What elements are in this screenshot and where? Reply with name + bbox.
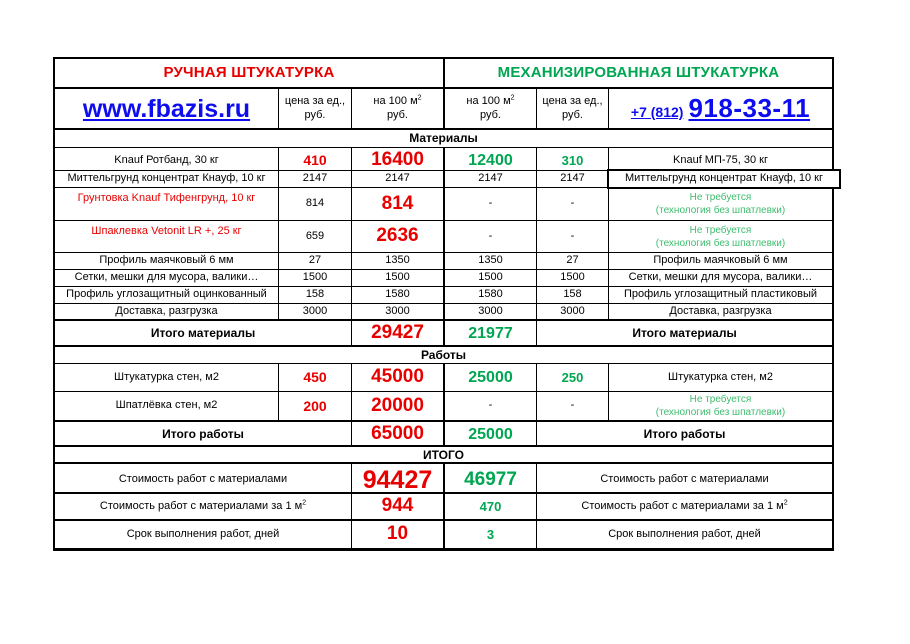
unit-price-left: 1500: [279, 270, 352, 286]
row-cost-per-m2: [55, 494, 832, 521]
per100-right: -: [445, 392, 537, 420]
per100-right: 3000: [445, 304, 537, 319]
total-works-value-left: 65000: [352, 422, 445, 447]
unit-price-right: 310: [537, 148, 609, 173]
unit-price-right: 27: [537, 253, 609, 269]
label-left: Шпатлёвка стен, м2: [55, 392, 279, 420]
per100-left: 20000: [352, 392, 445, 420]
grand-value-left: 944: [352, 494, 445, 519]
per100-right: 1500: [445, 270, 537, 286]
row-shtukaturka-sten: [55, 364, 832, 392]
grand-label-right: Стоимость работ с материалами: [600, 473, 769, 486]
per100-right: 25000: [445, 364, 537, 391]
unit-price-right: 2147: [537, 171, 609, 187]
unit-price-right: 3000: [537, 304, 609, 319]
manual-plaster-title: РУЧНАЯ ШТУКАТУРКА: [55, 59, 445, 87]
unit-price-right: 250: [537, 364, 609, 391]
unit-price-right: 1500: [537, 270, 609, 286]
unit-price-right: -: [537, 221, 609, 252]
per100-left: 814: [352, 188, 445, 220]
per100-left: 45000: [352, 364, 445, 391]
row-mittelgrund: [55, 171, 832, 188]
per100-right: 1580: [445, 287, 537, 303]
grand-label-left: Стоимость работ с материалами за 1 $м^2$: [55, 494, 352, 519]
per100-left: 1500: [352, 270, 445, 286]
unit-price-left: 3000: [279, 304, 352, 319]
label-left: Штукатурка стен, м2: [55, 364, 279, 391]
total-materials-label-left: Итого материалы: [55, 321, 352, 346]
phone-link[interactable]: [609, 89, 832, 128]
total-works-value-right: 25000: [445, 422, 537, 447]
total-materials-value-left: 29427: [352, 321, 445, 346]
section-header-works: Работы: [55, 347, 832, 364]
grand-label-right: Срок выполнения работ, дней: [608, 527, 761, 540]
unit-price-left: 27: [279, 253, 352, 269]
unit-price-right: -: [537, 392, 609, 420]
unit-price-left: 158: [279, 287, 352, 303]
row-profil-uglozashchitny: [55, 287, 832, 304]
unit-price-right: 158: [537, 287, 609, 303]
label-right: Не требуется (технология без шпатлевки): [655, 394, 786, 418]
label-left: Knauf Ротбанд, 30 кг: [55, 148, 279, 173]
grand-value-left: 94427: [352, 464, 445, 496]
row-total-works: [55, 422, 832, 447]
per100-left: 2147: [352, 171, 445, 187]
highlight-box: Миттельгрунд концентрат Кнауф, 10 кг: [607, 169, 841, 189]
label-left: Доставка, разгрузка: [55, 304, 279, 319]
row-gruntovka-tiefengrund: [55, 188, 832, 221]
col-header-per100-right: на 100 $м^2$ руб.: [445, 89, 537, 128]
phone-prefix: +7 (812): [630, 103, 684, 120]
label-left: Сетки, мешки для мусора, валики…: [55, 270, 279, 286]
website-link[interactable]: [55, 89, 279, 128]
per100-left: 1580: [352, 287, 445, 303]
row-dostavka: [55, 304, 832, 321]
grand-label-left: Стоимость работ с материалами: [55, 464, 352, 496]
row-total-materials: [55, 321, 832, 347]
label-left: Профиль углозащитный оцинкованный: [55, 287, 279, 303]
per100-right: -: [445, 221, 537, 252]
unit-price-left: 410: [279, 148, 352, 173]
per100-left: 1350: [352, 253, 445, 269]
grand-label-left: Срок выполнения работ, дней: [55, 521, 352, 548]
per100-right: 2147: [445, 171, 537, 187]
label-right: Профиль маячковый 6 мм: [653, 254, 788, 267]
header-titles-row: [55, 59, 832, 89]
row-knauf-rotband: [55, 148, 832, 171]
per100-right: 1350: [445, 253, 537, 269]
phone-number: 918-33-11: [688, 92, 811, 123]
label-right: Профиль углозащитный пластиковый: [623, 288, 818, 301]
row-shpaklevka-vetonit: [55, 221, 832, 253]
phone-link-text[interactable]: [631, 93, 810, 124]
website-link-text[interactable]: www.fbazis.ru: [82, 94, 251, 123]
grand-value-left: 10: [352, 521, 445, 548]
grand-label-right: Стоимость работ с материалами за 1 $м^2$: [581, 499, 788, 512]
unit-price-left: 450: [279, 364, 352, 391]
col-header-per100-left: на 100 $м^2$ руб.: [352, 89, 445, 128]
per100-left: 16400: [352, 148, 445, 173]
label-right: Штукатурка стен, м2: [668, 370, 773, 383]
row-setki-meshki: [55, 270, 832, 287]
grand-value-right: 470: [445, 494, 537, 519]
label-right: Доставка, разгрузка: [669, 305, 772, 317]
unit-price-left: 2147: [279, 171, 352, 187]
per100-left: 3000: [352, 304, 445, 319]
label-left: Профиль маячковый 6 мм: [55, 253, 279, 269]
machine-plaster-title: МЕХАНИЗИРОВАННАЯ ШТУКАТУРКА: [497, 64, 780, 81]
per100-right: 12400: [445, 148, 537, 173]
label-left: Шпаклевка Vetonit LR +, 25 кг: [55, 221, 279, 252]
unit-price-left: 814: [279, 188, 352, 220]
per100-left: 2636: [352, 221, 445, 252]
label-right: [609, 171, 832, 187]
col-header-price-unit-right: цена за ед., руб.: [537, 89, 609, 128]
total-works-label-right: Итого работы: [643, 427, 726, 442]
total-materials-value-right: 21977: [445, 321, 537, 346]
total-materials-label-right: Итого материалы: [632, 326, 737, 341]
unit-price-left: 659: [279, 221, 352, 252]
unit-price-right: -: [537, 188, 609, 220]
unit-price-left: 200: [279, 392, 352, 420]
section-header-total: ИТОГО: [55, 447, 832, 464]
row-cost-with-materials: [55, 464, 832, 494]
label-right: Не требуется (технология без шпатлевки): [655, 224, 786, 249]
header-columns-row: [55, 89, 832, 130]
section-header-materials: Материалы: [55, 130, 832, 148]
row-profil-mayachkovy: [55, 253, 832, 270]
price-comparison-table: [53, 57, 834, 551]
label-right: Не требуется (технология без шпатлевки): [655, 192, 786, 216]
label-right: Сетки, мешки для мусора, валики…: [628, 271, 813, 284]
label-right: Knauf МП-75, 30 кг: [673, 153, 768, 166]
row-shpatlevka-sten: [55, 392, 832, 422]
row-duration: [55, 521, 832, 548]
label-left: Миттельгрунд концентрат Кнауф, 10 кг: [55, 171, 279, 187]
grand-value-right: 46977: [445, 464, 537, 496]
per100-right: -: [445, 188, 537, 220]
col-header-price-unit-left: цена за ед., руб.: [279, 89, 352, 128]
label-left: Грунтовка Knauf Тифенгрунд, 10 кг: [55, 188, 279, 220]
total-works-label-left: Итого работы: [55, 422, 352, 447]
grand-value-right: 3: [445, 521, 537, 548]
